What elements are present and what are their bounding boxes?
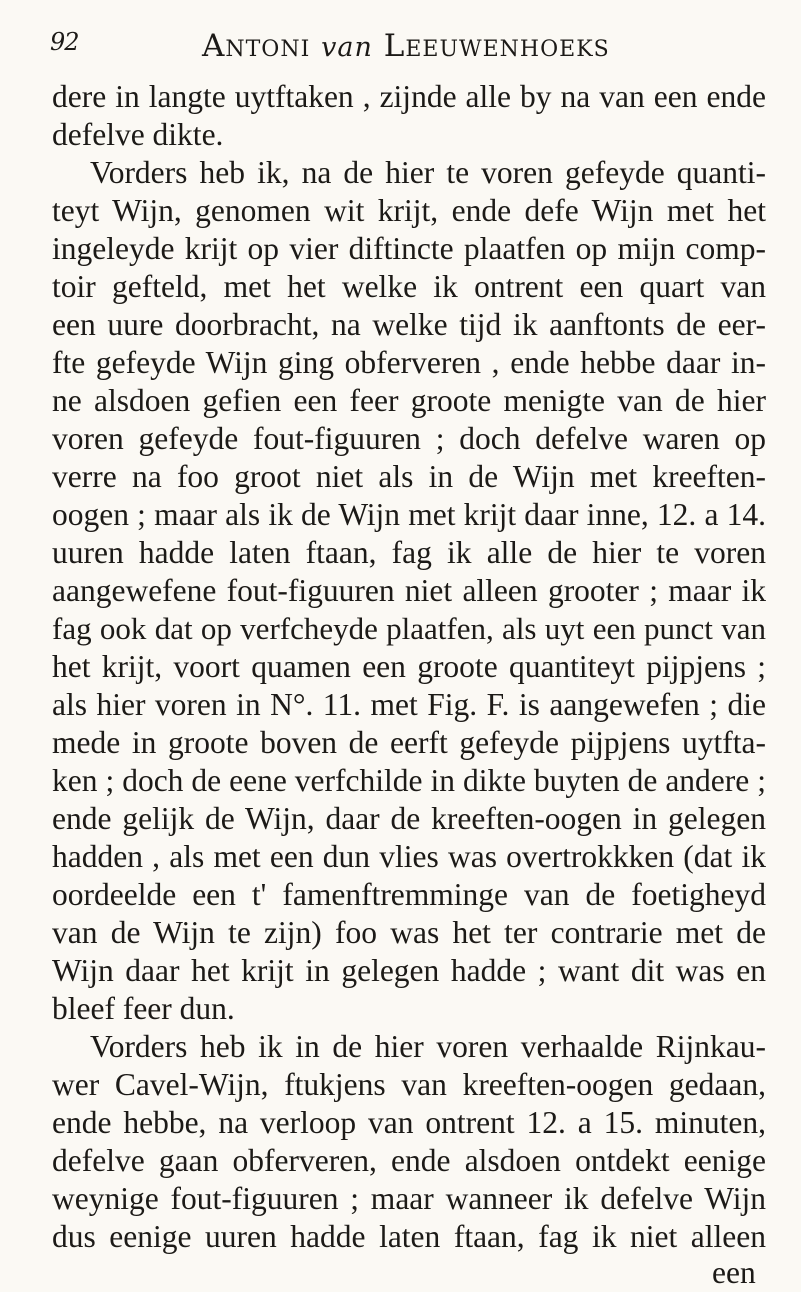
text-line: dere in langte uytftaken , zijnde alle by na van een ende [52,79,766,114]
text-line: bleef feer dun. [52,991,235,1026]
text-line: Vorders heb ik in de hier voren verhaalde Rijnkau- [90,1029,766,1064]
text-line: weynige fout-figuuren ; maar wanneer ik defelve Wijn [52,1181,766,1216]
text-line: voren gefeyde fout-figuuren ; doch defelve waren op [52,421,766,456]
text-line: als hier voren in N°. 11. met Fig. F. is aangewefen ; die [52,687,766,722]
text-line: Wijn daar het krijt in gelegen hadde ; want dit was en [52,953,766,988]
text-line: ken ; doch de eene verfchilde in dikte buyten de andere ; [52,763,766,798]
text-line: ende gelijk de Wijn, daar de kreeften-oogen in gelegen [52,801,766,836]
text-line: aangewefene fout-figuuren niet alleen grooter ; maar ik [52,573,766,608]
text-line: uuren hadde laten ftaan, fag ik alle de hier te voren [52,535,766,570]
text-line: wer Cavel-Wijn, ftukjens van kreeften-oogen gedaan, [52,1067,766,1102]
text-line: fag ook dat op verfcheyde plaatfen, als uyt een punct van [52,611,766,646]
running-head-connector: van [321,32,373,63]
text-line: een uure doorbracht, na welke tijd ik aanftonts de eer- [52,307,766,342]
text-line: fte gefeyde Wijn ging obferveren , ende hebbe daar in- [52,345,766,380]
text-line: mede in groote boven de eerft gefeyde pijpjens uytfta- [52,725,766,760]
text-line: ende hebbe, na verloop van ontrent 12. a 15. minuten, [52,1105,766,1140]
text-line: teyt Wijn, genomen wit krijt, ende defe Wijn met het [52,193,766,228]
text-line: defelve gaan obferveren, ende alsdoen ontdekt eenige [52,1143,766,1178]
text-line: het krijt, voort quamen een groote quantiteyt pijpjens ; [52,649,766,684]
catchword: een [712,1255,756,1290]
running-head-author-last: Leeuwenhoeks [383,28,610,64]
text-line: Vorders heb ik, na de hier te voren gefeyde quanti- [90,155,766,190]
text-line: oordeelde een t' famenftremminge van de foetigheyd [52,877,766,912]
page-number: 92 [50,28,79,56]
text-line: oogen ; maar als ik de Wijn met krijt daar inne, 12. a 14. [52,497,766,532]
text-line: verre na foo groot niet als in de Wijn met kreeften- [52,459,766,494]
text-line: ingeleyde krijt op vier diftincte plaatfen op mijn comp- [52,231,766,266]
running-head [202,28,610,64]
text-line: hadden , als met een dun vlies was overtrokkken (dat ik [52,839,766,874]
text-line: toir gefteld, met het welke ik ontrent een quart van [52,269,766,304]
text-line: dus eenige uuren hadde laten ftaan, fag ik niet alleen [52,1219,766,1254]
text-line: ne alsdoen gefien een feer groote menigte van de hier [52,383,766,418]
running-head-author-first: Antoni [202,28,311,64]
page-header [50,28,773,68]
text-line: van de Wijn te zijn) foo was het ter contrarie met de [52,915,766,950]
text-line: defelve dikte. [52,117,224,152]
